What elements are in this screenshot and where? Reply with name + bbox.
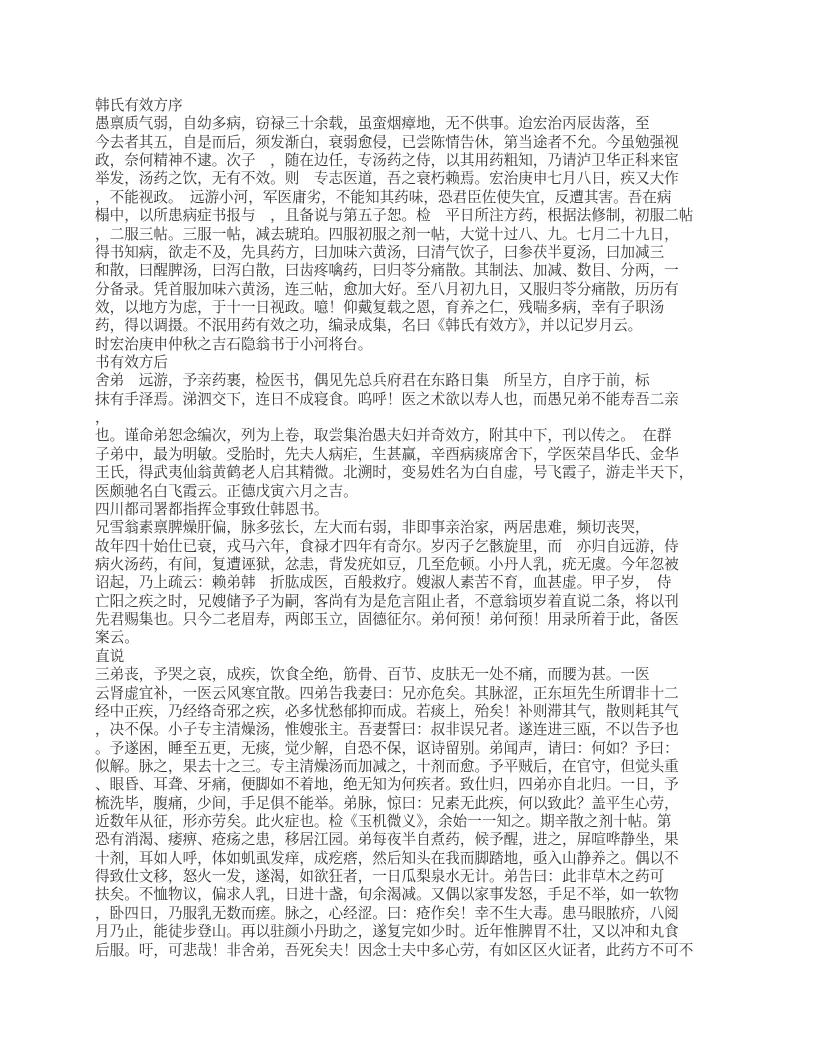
text-line: ，决不保。小子专主清燥汤，惟嫂张主。吾妻誓曰：叔非误兄者。遂连进三瓯，不以告予也: [95, 722, 679, 739]
text-line: ，卧四日，乃服乳无数而瘥。脉之，心经涩。曰：疮作矣！幸不生大毒。患马眼脓疥，八阅: [95, 905, 679, 922]
text-line: 时宏治庚申仲秋之吉石隐翁书于小河将台。: [95, 336, 373, 353]
text-line: 案云。: [95, 630, 139, 647]
text-line: 也。谨命弟恕念编次，列为上卷，取尝集治愚夫妇并奇效方，附其中下，刊以传之。 在群: [95, 428, 672, 445]
text-line: 近数年从征，形亦劳矣。此火症也。检《玉机微义》，余始一一知之。期辛散之剂十帖。第: [95, 814, 672, 831]
text-line: 十剂，耳如人呼，体如虮虱发痒，成疙瘩，然后知头在我而脚踏地，亟入山静养之。偶以不: [95, 850, 679, 867]
section-heading: 直说: [95, 648, 125, 665]
text-line: 似解。脉之，果去十之三。专主清燥汤而加减之，十剂而愈。予平贼后，在官守，但觉头重: [95, 758, 679, 775]
text-line: 梳洗毕，腹痛，少间，手足俱不能举。弟脉，惊曰：兄素无此疾，何以致此？盖平生心劳，: [95, 795, 679, 812]
text-line: 子弟中，最为明敏。受胎时，先夫人病疟，生甚赢，辛酉病痰席舍下，学医荣昌华氏、金华: [95, 446, 679, 463]
text-line: 故年四十始仕已衰，戎马六年，食禄才四年有奇尔。岁丙子乞骸旋里，而 亦归自远游，侍: [95, 538, 679, 555]
text-line: 先君赐集也。只今二老眉寿，两郎玉立，固德征尔。弟何预！弟何预！用录所着于此，备医: [95, 612, 679, 629]
text-line: 药，得以调摄。不泯用药有效之功，编录成集，名曰《韩氏有效方》，并以记岁月云。: [95, 318, 643, 335]
text-line: 云肾虚宜补，一医云风寒宜散。四弟告我妻曰：兄亦危矣。其脉涩，正东垣先生所谓非十二: [95, 685, 679, 702]
text-line: 兄雪翁素禀脾燥肝偏，脉多弦长，左大而右弱，非即事亲治家，两居患难，频切丧哭，: [95, 520, 650, 537]
text-line: 今去者其五，自是而后，须发渐白，衰弱愈侵，已尝陈情告休，第当途者不允。今虽勉强视: [95, 134, 679, 151]
document-text: [95, 97, 735, 960]
text-line: 得致仕文移，怒火一发，遂渴，如欲狂者，一日瓜梨泉水无计。弟告曰：此非草木之药可: [95, 869, 665, 886]
text-line: 恐有消渴、痿痹、疮疡之患，移居江园。弟每夜半自煮药，候予醒，进之，屏喧哗静坐，果: [95, 832, 679, 849]
text-line: 月乃止，能徒步登山。再以驻颜小丹助之，遂复完如少时。近年惟脾胃不壮，又以冲和丸食: [95, 924, 679, 941]
text-line: 效，以地方为虑，于十一日视政。噫！仰戴复载之恩，育养之仁，残喘多病，幸有子职汤: [95, 299, 665, 316]
section-heading: 书有效方后: [95, 355, 168, 372]
text-line: 、眼昏、耳聋、牙痛，便脚如不着地，绝无知为何疾者。致仕归，四弟亦自北归。一日，予: [95, 777, 679, 794]
text-line: ，: [95, 410, 110, 427]
text-line: 分备录。凭首服加味六黄汤，连三帖，愈加大好。至八月初九日，又服归苓分痛散，历历有: [95, 281, 679, 298]
text-line: 愚禀质气弱，自幼多病，窃禄三十余载，虽蛮烟瘴地，无不供事。迨宏治丙辰齿落，至: [95, 116, 650, 133]
text-line: 后服。吁，可悲哉！非舍弟，吾死矣夫！因念士夫中多心劳，有如区区火证者，此药方不可不: [95, 942, 694, 959]
text-line: 病火汤药，有间，复遭诬狱，忿恚，背发疣如豆，几至危顿。小丹人乳，疣无虞。今年忽被: [95, 556, 679, 573]
text-line: 。予遂困，睡至五更，无痰，觉少解，自恐不保，讴诗留别。弟闻声，请曰：何如？予曰：: [95, 740, 679, 757]
text-line: 扶矣。不恤物议，偏求人乳，日进十盏，旬余渴减。又偶以家事发怒，手足不举，如一软物: [95, 887, 679, 904]
text-line: ，二服三帖。三服一帖，减去琥珀。四服初服之剂一帖，大觉十过八、九。七月二十九日，: [95, 226, 679, 243]
text-line: 和散，曰醒脾汤，曰泻白散，曰齿疼噙药，曰归苓分痛散。其制法、加减、数目、分两，一: [95, 263, 679, 280]
text-line: 经中正疾，乃经络奇邪之疾，必多忧愁郁抑而成。若痰上，殆矣！补则滞其气，散则耗其气: [95, 703, 679, 720]
text-line: 王氏，得武夷仙翁黄鹤老人启其精微。北溯时，变易姓名为白自虚，号飞霞子，游走半天下，: [95, 465, 694, 482]
text-line: 亡阳之疾之时，兄嫂储予子为嗣，客尚有为是危言阻止者，不意翁顷岁着直说二条，将以刊: [95, 593, 679, 610]
text-line: 政，奈何精神不逮。次子 ，随在边任，专汤药之侍，以其用药粗知，乃请泸卫华正科来宦: [95, 153, 679, 170]
document-title: 韩氏有效方序: [95, 98, 183, 114]
text-line: 得书知病，欲走不及，先具药方，曰加味六黄汤，曰清气饮子，曰参茯半夏汤，曰加减三: [95, 244, 665, 261]
text-line: 抹有手泽焉。涕泗交下，连日不成寝食。呜呼！医之术欲以寿人也，而愚兄弟不能寿吾二亲: [95, 391, 679, 408]
text-line: 四川都司署都指挥佥事致仕韩恩书。: [95, 501, 329, 518]
text-line: 诏起，乃上疏云：赖弟韩 折肱成医，百般救疗。嫂淑人素苦不育，血甚虚。甲子岁， 侍: [95, 575, 672, 592]
text-line: 举发，汤药之饮，无有不效。则 专志医道，吾之衰朽赖焉。宏治庚申七月八日，疾又大作: [95, 171, 679, 188]
text-line: 舍弟 远游，予亲药裹，检医书，偶见先总兵府君在东路日集 所呈方，自序于前，标: [95, 373, 650, 390]
text-line: 榻中，以所患病症书报与 ，且备说与第五子恕。检 平日所注方药，根据法修制，初服二帖: [95, 208, 694, 225]
text-line: 三弟丧，予哭之哀，成疾，饮食全绝，筋骨、百节、皮肤无一处不痛，而腰为甚。一医: [95, 667, 650, 684]
text-line: 医颇驰名白飞霞云。正德戊寅六月之吉。: [95, 483, 358, 500]
text-line: ，不能视政。 远游小河，军医庸劣，不能知其药味，恐君臣佐使失宜，反遭其害。吾在病: [95, 189, 672, 206]
